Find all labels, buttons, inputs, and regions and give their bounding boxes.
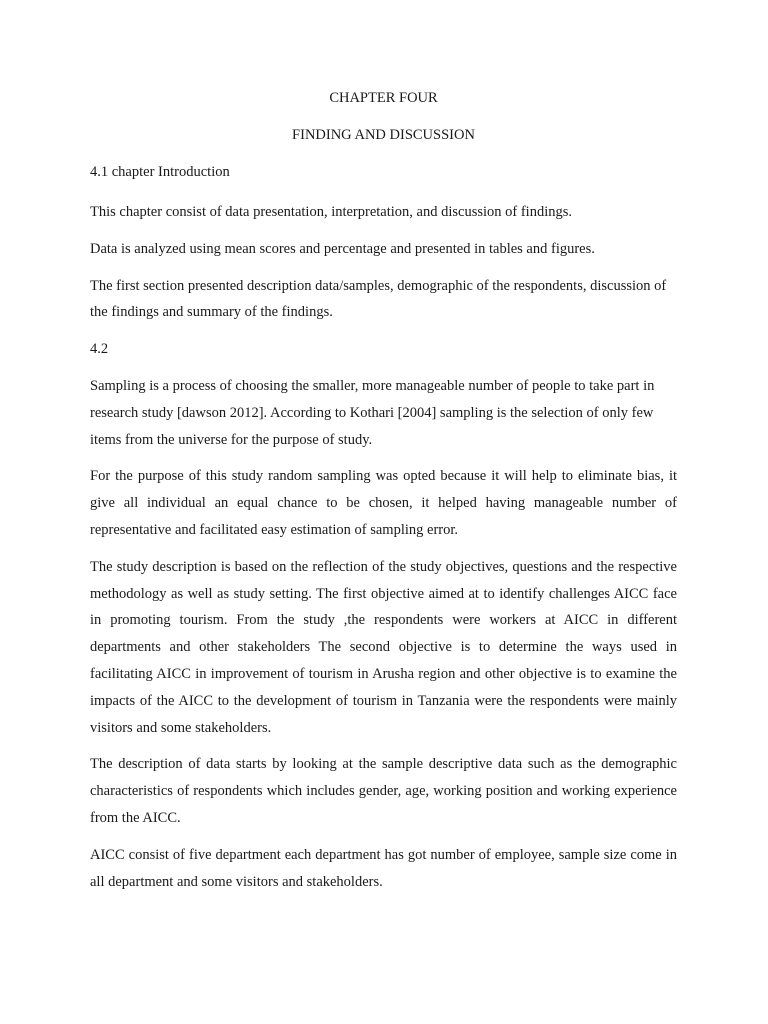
chapter-title: CHAPTER FOUR <box>329 90 438 106</box>
intro-paragraph-2: Data is analyzed using mean scores and percentage and presented in tables and figures. <box>90 240 595 257</box>
data-description-paragraph: The description of data starts by looking at the sample descriptive data such as the demographic characteristics of respondents which includes gender, age, working position and working experience from the AICC. <box>90 756 677 826</box>
intro-paragraph-1: This chapter consist of data presentation, interpretation, and discussion of findings. <box>90 204 573 220</box>
department-paragraph: AICC consist of five department each department has got number of employee, sample size come in all department and some visitors and stakeholders. <box>90 846 677 890</box>
sampling-paragraph-1: Sampling is a process of choosing the smaller, more manageable number of people to take part in research study [dawson 2012]. According to Kothari [2004] sampling is the selection of only few items from the universe for the purpose of study. <box>90 377 655 448</box>
section-4-2-heading: 4.2 <box>90 341 109 358</box>
sampling-paragraph-2: For the purpose of this study random sampling was opted because it will help to eliminate bias, it give all individual an equal chance to be chosen, it helped having manageable number of representative and facilitated easy estimation of sampling error. <box>90 468 677 538</box>
study-description-paragraph: The study description is based on the reflection of the study objectives, questions and the respective methodology as well as study setting. The first objective aimed at to identify challenges AICC face in promoting tourism. From the study ,the respondents were workers at AICC in different departments and other stakeholders The second objective is to determine the ways used in facilitating AICC in improvement of tourism in Arusha region and other objective is to examine the impacts of the AICC to the development of tourism in Tanzania were the respondents were mainly visitors and some stakeholders. <box>90 558 677 736</box>
chapter-subtitle: FINDING AND DISCUSSION <box>292 127 475 143</box>
document-page <box>90 88 677 905</box>
intro-paragraph-3: The first section presented description data/samples, demographic of the respondents, discussion of the findings and summary of the findings. <box>90 277 667 321</box>
section-4-1-heading: 4.1 chapter Introduction <box>90 164 230 180</box>
